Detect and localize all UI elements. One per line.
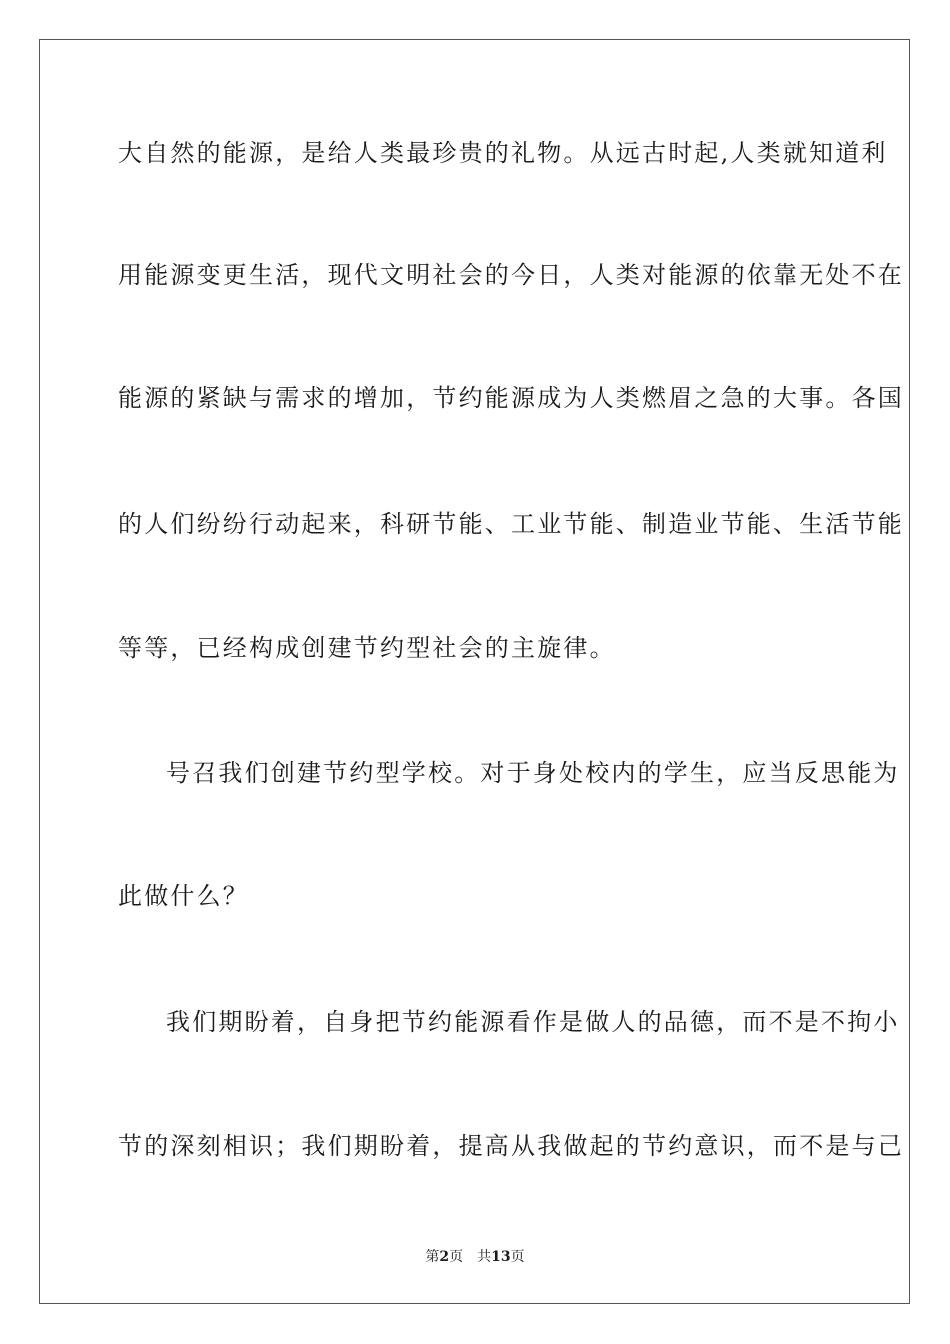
- page-border: [39, 39, 910, 1304]
- total-prefix: 共: [477, 1249, 492, 1265]
- text-line: 节的深刻相识；我们期盼着，提高从我做起的节约意识，而不是与己: [118, 1132, 904, 1160]
- page-prefix: 第: [425, 1249, 440, 1265]
- text-line: 此做什么？: [118, 882, 249, 910]
- text-line: 能源的紧缺与需求的增加，节约能源成为人类燃眉之急的大事。各国: [118, 384, 904, 412]
- paragraph-start-line: 我们期盼着，自身把节约能源看作是做人的品德，而不是不拘小: [166, 1008, 900, 1036]
- text-line: 的人们纷纷行动起来，科研节能、工业节能、制造业节能、生活节能: [118, 510, 904, 538]
- text-line: 等等，已经构成创建节约型社会的主旋律。: [118, 634, 616, 662]
- page-number: 2: [439, 1249, 450, 1265]
- page-footer: [0, 1248, 950, 1266]
- text-line: 用能源变更生活，现代文明社会的今日，人类对能源的依靠无处不在: [118, 261, 904, 289]
- page-suffix: 页: [449, 1249, 464, 1265]
- total-pages: 13: [491, 1249, 511, 1265]
- text-line: 大自然的能源，是给人类最珍贵的礼物。从远古时起,人类就知道利: [118, 139, 888, 167]
- total-suffix: 页: [510, 1249, 525, 1265]
- paragraph-start-line: 号召我们创建节约型学校。对于身处校内的学生，应当反思能为: [166, 759, 900, 787]
